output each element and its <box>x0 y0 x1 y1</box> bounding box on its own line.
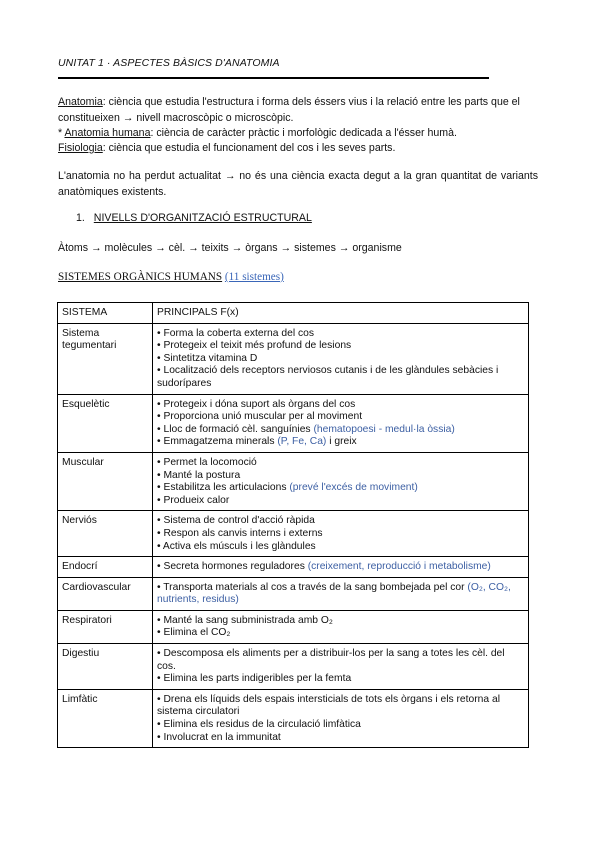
function-item <box>157 582 524 607</box>
function-text: • Protegeix i dóna suport als òrgans del cos <box>157 398 356 410</box>
term-fisiologia: Fisiologia <box>58 142 103 154</box>
system-name: Cardiovascular <box>58 577 153 610</box>
function-item <box>157 541 524 554</box>
function-item <box>157 528 524 541</box>
function-text: • Protegeix el teixit més profund de lesions <box>157 340 352 352</box>
system-functions <box>153 323 529 394</box>
definition-anatomia-humana-text: : ciència de caràcter pràctic i morfològic dedicada a l'ésser humà. <box>150 127 457 139</box>
header-system: SISTEMA <box>58 303 153 324</box>
systems-heading <box>58 271 284 283</box>
function-item <box>157 436 524 449</box>
section-title: NIVELLS D'ORGANITZACIÓ ESTRUCTURAL <box>93 212 312 224</box>
definition-fisiologia-text: : ciència que estudia el funcionament del cos i les seves parts. <box>102 142 396 154</box>
definition-fisiologia <box>58 141 538 157</box>
function-text: • Localització dels receptors nerviosos cutanis i de les glàndules sebàcies i sudorípares <box>157 365 499 389</box>
function-item <box>157 627 524 640</box>
table-row <box>58 644 529 690</box>
function-text: • Secreta hormones reguladores <box>157 561 308 573</box>
function-item <box>157 457 524 470</box>
function-text: • Emmagatzema minerals <box>157 436 278 448</box>
function-item <box>157 615 524 628</box>
function-text: • Produeix calor <box>157 494 230 506</box>
function-item <box>157 328 524 341</box>
function-note: (P, Fe, Ca) <box>277 436 327 448</box>
table-row <box>58 394 529 452</box>
function-text: • Permet la locomoció <box>157 456 257 468</box>
section-heading-1 <box>76 211 556 227</box>
table-row <box>58 452 529 510</box>
table-row <box>58 689 529 747</box>
function-note: (hematopoesi - medul·la òssia) <box>313 423 455 435</box>
function-item <box>157 353 524 366</box>
systems-count-link[interactable]: (11 sistemes) <box>224 271 284 283</box>
systems-title: SISTEMES ORGÀNICS HUMANS <box>58 271 223 283</box>
definition-anatomia-humana <box>58 126 538 142</box>
system-functions <box>153 452 529 510</box>
term-anatomia-humana: Anatomia humana <box>64 127 151 139</box>
system-name: Muscular <box>58 452 153 510</box>
system-name: Digestiu <box>58 644 153 690</box>
table-row <box>58 610 529 643</box>
function-item <box>157 561 524 574</box>
function-text: • Proporciona unió muscular per al moviment <box>157 411 363 423</box>
system-functions <box>153 557 529 578</box>
function-text-tail: i greix <box>326 436 357 448</box>
system-functions <box>153 610 529 643</box>
function-text: • Elimina les parts indigeribles per la femta <box>157 673 352 685</box>
system-name: Sistema tegumentari <box>58 323 153 394</box>
function-item <box>157 482 524 495</box>
function-item <box>157 673 524 686</box>
table-row <box>58 323 529 394</box>
function-text: • Descomposa els aliments per a distribuir-los per la sang a totes les cèl. del cos. <box>157 648 505 672</box>
function-text: • Manté la postura <box>157 469 241 481</box>
system-name: Nerviós <box>58 511 153 557</box>
intro-paragraph: L'anatomia no ha perdut actualitat → no és una ciència exacta degut a la gran quantitat de variants anatòmiques existents. <box>58 170 538 198</box>
function-text: • Elimina el CO₂ <box>157 627 231 639</box>
function-text: • Sistema de control d'acció ràpida <box>157 515 315 527</box>
header-functions: PRINCIPALS F(x) <box>153 303 529 324</box>
function-item <box>157 495 524 508</box>
function-text: • Elimina els residus de la circulació limfàtica <box>157 719 361 731</box>
system-functions <box>153 689 529 747</box>
function-text: • Drena els líquids dels espais intersticials de tots els òrgans i els retorna al sistema circulatori <box>157 693 500 718</box>
function-item <box>157 694 524 719</box>
function-item <box>157 515 524 528</box>
table-row <box>58 577 529 610</box>
function-text: • Respon als canvis interns i externs <box>157 527 323 539</box>
function-note: (O₂, CO₂, nutrients, residus) <box>157 581 511 606</box>
function-item <box>157 424 524 437</box>
function-note: (prevé l'excés de moviment) <box>289 482 418 494</box>
system-functions <box>153 577 529 610</box>
definition-anatomia-text: : ciència que estudia l'estructura i forma dels éssers vius i la relació entre les parts que el constitueixen → nivell macroscòpic o microscòpic. <box>58 96 520 124</box>
section-number: 1. <box>76 212 85 224</box>
function-item <box>157 719 524 732</box>
function-text: • Sintetitza vitamina D <box>157 352 258 364</box>
function-item <box>157 340 524 353</box>
term-anatomia: Anatomia <box>58 96 103 108</box>
function-text: • Activa els músculs i les glàndules <box>157 540 316 552</box>
table-row <box>58 557 529 578</box>
function-text: • Forma la coberta externa del cos <box>157 327 314 339</box>
function-item <box>157 648 524 673</box>
function-text: • Estabilitza les articulacions <box>157 482 290 494</box>
system-functions <box>153 511 529 557</box>
system-functions <box>153 394 529 452</box>
system-name: Esquelètic <box>58 394 153 452</box>
title-divider <box>58 77 489 79</box>
function-item <box>157 411 524 424</box>
systems-table <box>57 302 529 748</box>
system-name: Endocrí <box>58 557 153 578</box>
system-name: Limfàtic <box>58 689 153 747</box>
function-text: • Transporta materials al cos a través de la sang bombejada pel cor <box>157 581 468 593</box>
function-text: • Lloc de formació cèl. sanguínies <box>157 423 314 435</box>
definition-anatomia <box>58 95 538 126</box>
system-name: Respiratori <box>58 610 153 643</box>
table-row <box>58 511 529 557</box>
function-text: • Involucrat en la immunitat <box>157 731 281 743</box>
function-text: • Manté la sang subministrada amb O₂ <box>157 614 333 626</box>
system-functions <box>153 644 529 690</box>
organization-levels: Àtoms → molècules → cèl. → teixits → òrgans → sistemes → organisme <box>58 242 402 254</box>
function-item <box>157 365 524 390</box>
unit-title: UNITAT 1 · ASPECTES BÀSICS D'ANATOMIA <box>58 57 280 69</box>
function-item <box>157 470 524 483</box>
function-item <box>157 399 524 412</box>
function-item <box>157 732 524 745</box>
asterisk: * <box>58 127 65 139</box>
table-header-row <box>58 303 529 324</box>
function-note: (creixement, reproducció i metabolisme) <box>307 561 491 573</box>
